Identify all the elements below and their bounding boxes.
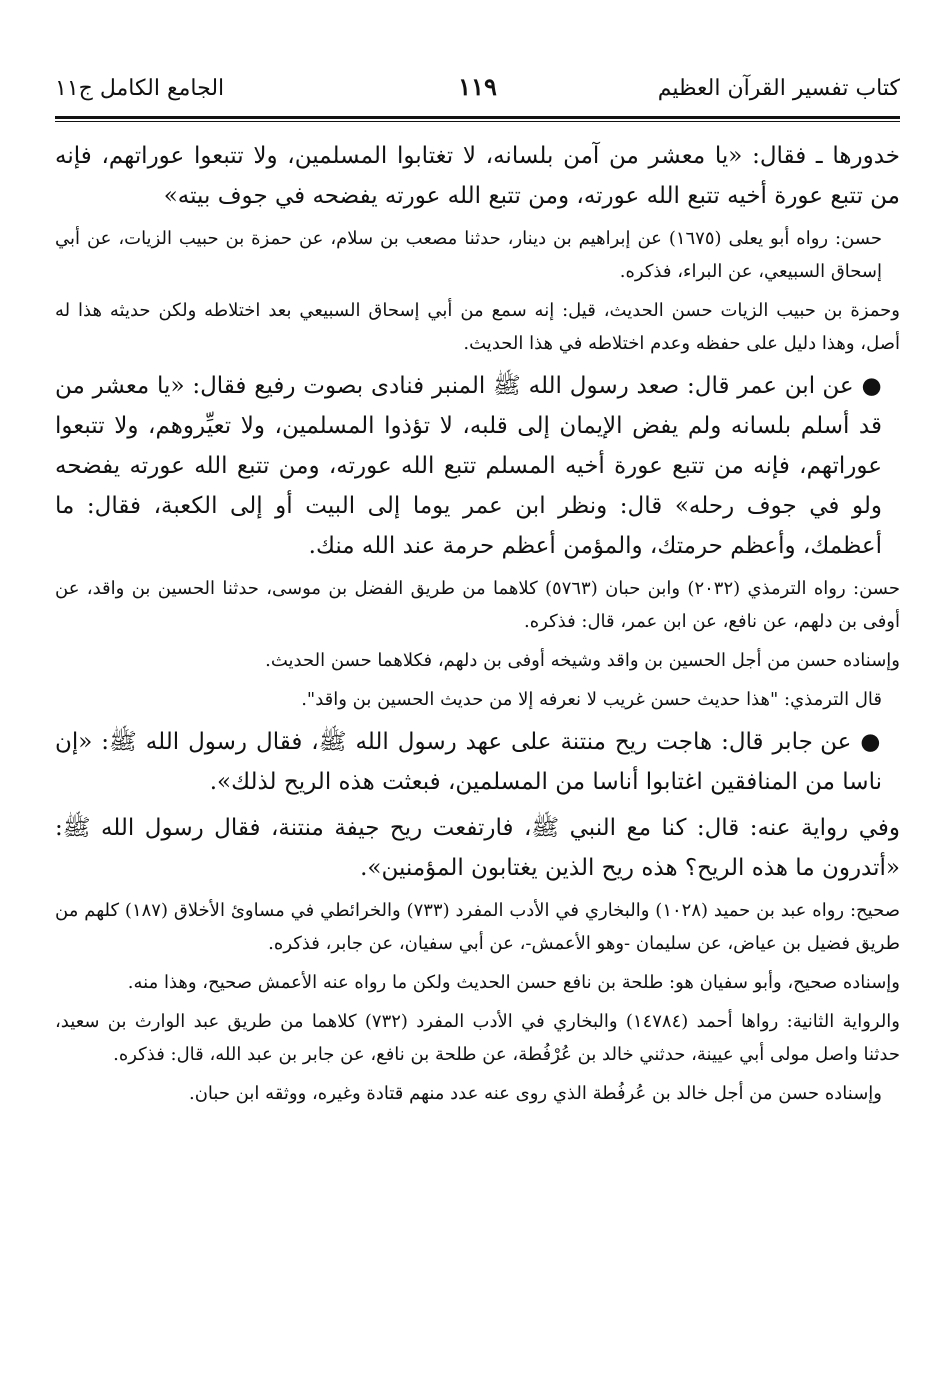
takhrij-note: صحيح: رواه عبد بن حميد (١٠٢٨) والبخاري في الأدب المفرد (٧٣٣) والخرائطي في مساوئ الأخلاق (١٨٧) كلهم من طريق فضيل بن عياض، عن سليمان -وهو الأعمش-، عن أبي سفيان، عن جابر، فذكره. — [55, 900, 900, 954]
takhrij-note: وإسناده صحيح، وأبو سفيان هو: طلحة بن نافع حسن الحديث ولكن ما رواه عنه الأعمش صحيح، وهذا منه. — [127, 972, 900, 993]
volume-label: الجامع الكامل ج١١ — [55, 76, 225, 101]
book-page — [55, 70, 900, 1116]
header-rule-thin — [55, 121, 900, 122]
hadith-paragraph: خدورها ـ فقال: «يا معشر من آمن بلسانه، لا تغتابوا المسلمين، ولا تتبعوا عوراتهم، فإنه من تتبع عورة أخيه تتبع الله عورته، ومن تتبع الله عورته يفضحه في جوف بيته» — [55, 143, 900, 209]
takhrij-note: والرواية الثانية: رواها أحمد (١٤٧٨٤) والبخاري في الأدب المفرد (٧٣٢) كلاهما من طريق عبد الوارث بن سعيد، حدثنا واصل مولى أبي عيينة، حدثني خالد بن عُرْفُطة، عن طلحة بن نافع، عن جابر بن عبد الله، قال: فذكره. — [55, 1011, 900, 1065]
bullet-icon: ● — [861, 372, 882, 399]
bullet-icon: ● — [860, 728, 883, 755]
takhrij-note: وإسناده حسن من أجل الحسين بن واقد وشيخه أوفى بن دلهم، فكلاهما حسن الحديث. — [265, 650, 900, 671]
takhrij-note: حسن: رواه أبو يعلى (١٦٧٥) عن إبراهيم بن دينار، حدثنا مصعب بن سلام، عن حمزة بن حبيب الزيات، عن أبي إسحاق السبيعي، عن البراء، فذكره. — [55, 228, 882, 282]
book-title: كتاب تفسير القرآن العظيم — [657, 76, 900, 101]
takhrij-note: حسن: رواه الترمذي (٢٠٣٢) وابن حبان (٥٧٦٣) كلاهما من طريق الفضل بن موسى، حدثنا الحسين بن واقد، عن أوفى بن دلهم، عن نافع، عن ابن عمر، قال: فذكره. — [55, 578, 900, 632]
hadith-paragraph: وفي رواية عنه: قال: كنا مع النبي ﷺ، فارتفعت ريح جيفة منتنة، فقال رسول الله ﷺ: «أتدرون ما هذه الريح؟ هذه ريح الذين يغتابون المؤمنين». — [55, 815, 900, 881]
takhrij-note: وإسناده حسن من أجل خالد بن عُرفُطة الذي روى عنه عدد منهم قتادة وغيره، ووثقه ابن حبان. — [188, 1083, 882, 1104]
takhrij-note: وحمزة بن حبيب الزيات حسن الحديث، قيل: إنه سمع من أبي إسحاق السبيعي بعد اختلاطه ولكن حديثه هذا له أصل، وهذا دليل على حفظه وعدم اختلاطه في هذا الحديث. — [55, 300, 900, 354]
hadith-paragraph: ● عن ابن عمر قال: صعد رسول الله ﷺ المنبر فنادى بصوت رفيع فقال: «يا معشر من قد أسلم بلسانه ولم يفض الإيمان إلى قلبه، لا تؤذوا المسلمين، ولا تعيِّروهم، ولا تتبعوا عوراتهم، فإنه من تتبع عورة أخيه المسلم تتبع الله عورته، ومن تتبع الله عورته يفضحه ولو في جوف رحله» قال: ونظر ابن عمر يوما إلى البيت أو إلى الكعبة، فقال: ما أعظمك، وأعظم حرمتك، والمؤمن أعظم حرمة عند الله منك. — [55, 372, 882, 559]
takhrij-note: قال الترمذي: "هذا حديث حسن غريب لا نعرفه إلا من حديث الحسين بن واقد". — [301, 689, 882, 710]
hadith-paragraph: ● عن جابر قال: هاجت ريح منتنة على عهد رسول الله ﷺ، فقال رسول الله ﷺ: «إن ناسا من المنافقين اغتابوا أناسا من المسلمين، فبعثت هذه الريح لذلك». — [55, 728, 883, 795]
page-number: ١١٩ — [458, 72, 497, 101]
running-header — [55, 70, 900, 112]
header-rule — [55, 116, 900, 119]
page-body — [55, 136, 900, 1110]
